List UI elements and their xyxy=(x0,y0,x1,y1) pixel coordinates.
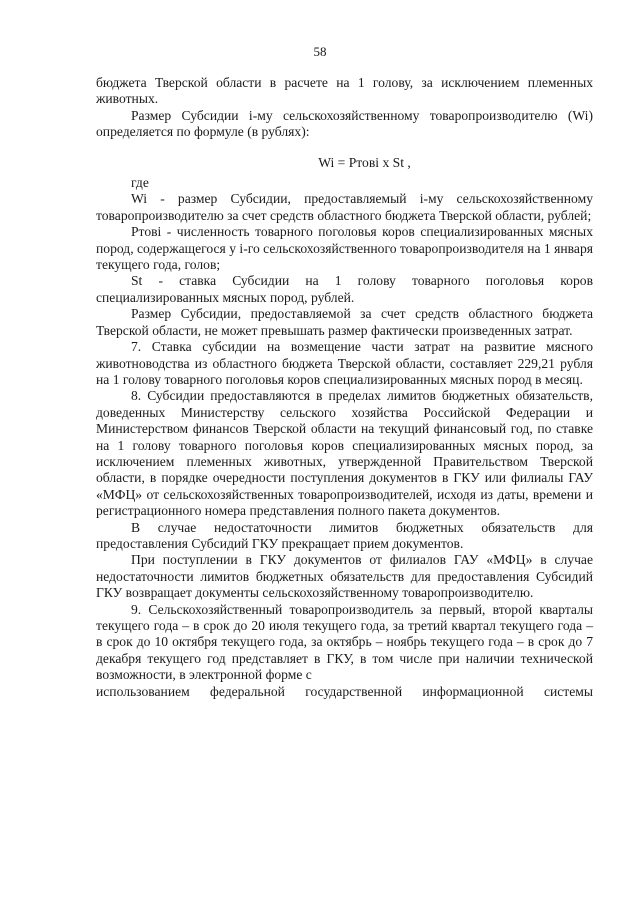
page-number: 58 xyxy=(313,44,327,59)
paragraph: бюджета Тверской области в расчете на 1 голову, за исключением племенных животных. xyxy=(96,75,593,107)
formula: Wi = Ртовi x St , xyxy=(318,154,411,170)
paragraph: 7. Ставка субсидии на возмещение части затрат на развитие мясного животноводства из областного бюджета Тверской области, составляет 229,21 рубля на 1 голову товарного поголовья коров специализированных мясных пород в месяц. xyxy=(96,339,593,387)
paragraph: использованием федеральной государственной информационной системы xyxy=(96,683,593,699)
paragraph: Размер Субсидии i-му сельскохозяйственному товаропроизводителю (Wi) определяется по формуле (в рублях): xyxy=(96,107,593,140)
paragraph: Ртовi - численность товарного поголовья коров специализированных мясных пород, содержащегося у i-го сельскохозяйственного товаропроизводителя на 1 января текущего года, голов; xyxy=(96,224,593,273)
paragraph: Размер Субсидии, предоставляемой за счет средств областного бюджета Тверской области, не может превышать размер фактически произведенных затрат. xyxy=(96,306,593,338)
paragraph: Wi - размер Субсидии, предоставляемый i-му сельскохозяйственному товаропроизводителю за счет средств областного бюджета Тверской области, рублей; xyxy=(96,191,593,223)
document-body xyxy=(96,75,593,700)
paragraph: St - ставка Субсидии на 1 голову товарного поголовья коров специализированных мясных пород, рублей. xyxy=(96,273,593,305)
paragraph: В случае недостаточности лимитов бюджетных обязательств для предоставления Субсидий ГКУ прекращает прием документов. xyxy=(96,519,593,551)
paragraph: 8. Субсидии предоставляются в пределах лимитов бюджетных обязательств, доведенных Министерству сельского хозяйства Российской Федерации и Министерством финансов Тверской области на текущий финансовый год, по ставке на 1 голову товарного поголовья коров специализированных мясных пород, за исключением племенных животных, утвержденной Правительством Тверской области, в порядке очередности поступления документов в ГКУ или филиалы ГАУ «МФЦ» от сельскохозяйственных товаропроизводителей, исходя из даты, времени и регистрационного номера представления полного пакета документов. xyxy=(96,388,593,519)
paragraph: где xyxy=(131,175,149,191)
paragraph: 9. Сельскохозяйственный товаропроизводитель за первый, второй кварталы текущего года – в срок до 20 июля текущего года, за третий квартал текущего года – в срок до 10 октября текущего года, за октябрь – ноябрь текущего года – в срок до 7 декабря текущего год представляет в ГКУ, в том числе при наличии технической возможности, в электронной форме с xyxy=(96,601,593,683)
paragraph: При поступлении в ГКУ документов от филиалов ГАУ «МФЦ» в случае недостаточности лимитов бюджетных обязательств для предоставления Субсидий ГКУ возвращает документы сельскохозяйственному товаропроизводителю. xyxy=(96,552,593,601)
